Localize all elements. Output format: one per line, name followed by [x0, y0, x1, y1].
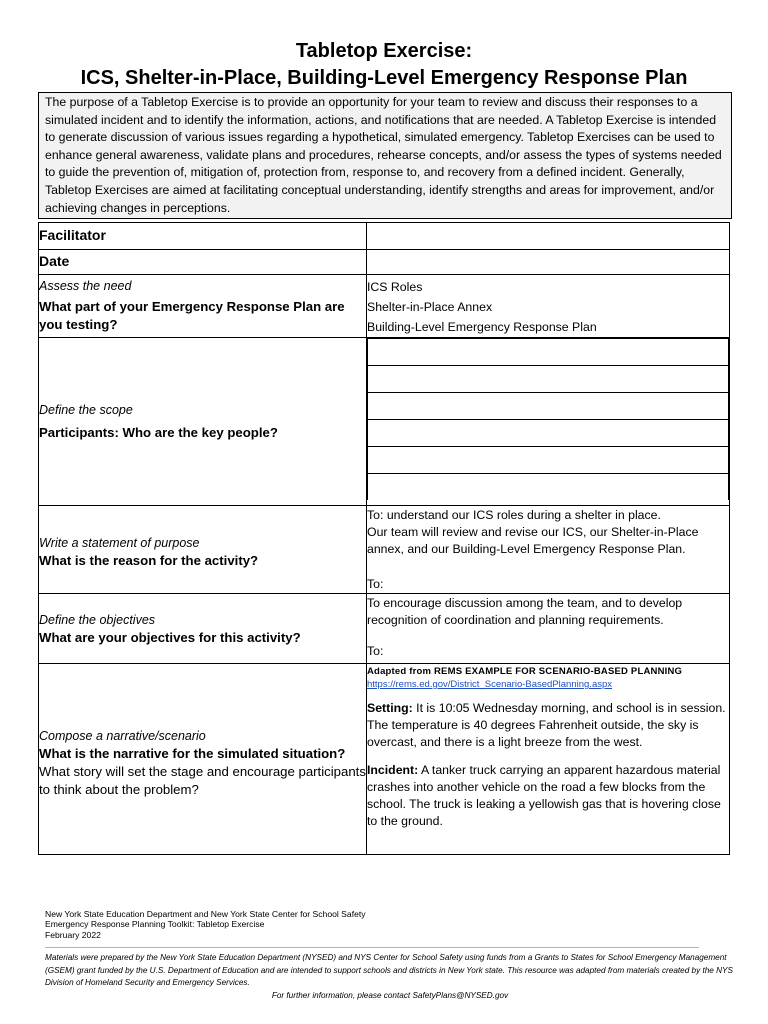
date-field[interactable] — [367, 250, 730, 275]
participant-field[interactable] — [368, 447, 729, 474]
objectives-row — [39, 594, 730, 664]
need-answers[interactable] — [367, 275, 730, 338]
need-row — [39, 275, 730, 338]
participant-field[interactable] — [368, 474, 729, 501]
purpose-answer[interactable] — [367, 506, 730, 594]
narrative-prompt: What story will set the stage and encourage participants to think about the problem? — [39, 764, 366, 797]
participant-field[interactable] — [368, 393, 729, 420]
setting-label: Setting: — [367, 701, 413, 715]
purpose-answer-1: To: understand our ICS roles during a shelter in place. — [367, 508, 661, 522]
scope-step: Define the scope — [39, 403, 133, 417]
objectives-answer-2: To: — [367, 644, 384, 658]
incident-text: A tanker truck carrying an apparent hazardous material crashes into another vehicle on the road a few blocks from the school. The truck is leaking a yellowish gas that is hovering close to the ground. — [367, 763, 721, 828]
contact-text: For further information, please contact SafetyPlans@NYSED.gov — [271, 990, 509, 1000]
need-step: Assess the need — [39, 279, 132, 293]
scope-row — [39, 338, 730, 506]
date-label: Date — [39, 253, 70, 269]
setting-text: It is 10:05 Wednesday morning, and school is in session. The temperature is 40 degrees Fahrenheit outside, the sky is overcast, and there is a light breeze from the west. — [367, 701, 726, 749]
incident-label: Incident: — [367, 763, 419, 777]
narrative-answer[interactable] — [367, 664, 730, 855]
need-question: What part of your Emergency Response Plan are you testing? — [39, 299, 345, 332]
narrative-link[interactable]: https://rems.ed.gov/District_Scenario-BasedPlanning.aspx — [367, 679, 613, 690]
purpose-answer-3: To: — [367, 577, 384, 591]
purpose-answer-2: Our team will review and revise our ICS, our Shelter-in-Place annex, and our Building-Level Emergency Response Plan. — [367, 525, 699, 556]
participants-cell — [367, 338, 730, 506]
objectives-question: What are your objectives for this activity? — [39, 629, 301, 645]
facilitator-row — [39, 223, 730, 250]
footer-divider — [45, 947, 699, 948]
narrative-setting — [367, 700, 729, 751]
exercise-table — [38, 222, 730, 855]
disclaimer-text: Materials were prepared by the New York State Education Department (NYSED) and NYS Center for School Safety using funds from a Grants to States for School Emergency Management (GSEM) grant funded by the U.S. Department of Education and are intended to support schools and districts in New York state. This resource was adapted from materials created by the NYS Division of Homeland Security and Emergency Services. — [45, 953, 733, 987]
footer-line-2: Emergency Response Planning Toolkit: Tabletop Exercise — [45, 919, 265, 930]
purpose-question: What is the reason for the activity? — [39, 552, 259, 568]
footer-info — [45, 909, 366, 940]
footer-disclaimer — [45, 952, 735, 1002]
page-title-line1: Tabletop Exercise: — [295, 40, 473, 62]
scope-question: Participants: Who are the key people? — [39, 425, 278, 440]
participants-list — [367, 338, 729, 500]
date-row — [39, 250, 730, 275]
objectives-step: Define the objectives — [39, 612, 156, 627]
participant-field[interactable] — [368, 339, 729, 366]
need-answer-2: Shelter-in-Place Annex — [367, 300, 493, 314]
narrative-source: Adapted from REMS EXAMPLE FOR SCENARIO-BASED PLANNING — [367, 666, 683, 677]
narrative-row — [39, 664, 730, 855]
narrative-incident — [367, 762, 729, 830]
footer-line-1: New York State Education Department and New York State Center for School Safety — [45, 909, 366, 919]
purpose-row — [39, 506, 730, 594]
objectives-answer-1: To encourage discussion among the team, and to develop recognition of coordination and planning requirements. — [367, 596, 683, 627]
objectives-answer[interactable] — [367, 594, 730, 664]
page-title-line2: ICS, Shelter-in-Place, Building-Level Emergency Response Plan — [80, 67, 688, 89]
purpose-box: The purpose of a Tabletop Exercise is to provide an opportunity for your team to review and discuss their responses to a simulated incident and to identify the information, actions, and notifications that are needed. A Tabletop Exercise is intended to generate discussion of various issues regarding a hypothetical, simulated emergency. Tabletop Exercises can be used to enhance general awareness, validate plans and procedures, rehearse concepts, and/or assess the types of systems needed to guide the prevention of, mitigation of, protection from, response to, and recovery from a defined incident. Generally, Tabletop Exercises are aimed at facilitating conceptual understanding, identify strengths and areas for improvement, and/or achieving changes in perceptions. — [38, 92, 732, 219]
need-answer-1: ICS Roles — [367, 280, 423, 294]
need-answer-3: Building-Level Emergency Response Plan — [367, 320, 597, 334]
narrative-question: What is the narrative for the simulated situation? — [39, 746, 346, 761]
participant-field[interactable] — [368, 420, 729, 447]
participant-field[interactable] — [368, 366, 729, 393]
narrative-step: Compose a narrative/scenario — [39, 729, 206, 743]
facilitator-label: Facilitator — [39, 227, 106, 243]
facilitator-field[interactable] — [367, 223, 730, 250]
footer-line-3: February 2022 — [45, 929, 101, 940]
purpose-step: Write a statement of purpose — [39, 535, 200, 550]
